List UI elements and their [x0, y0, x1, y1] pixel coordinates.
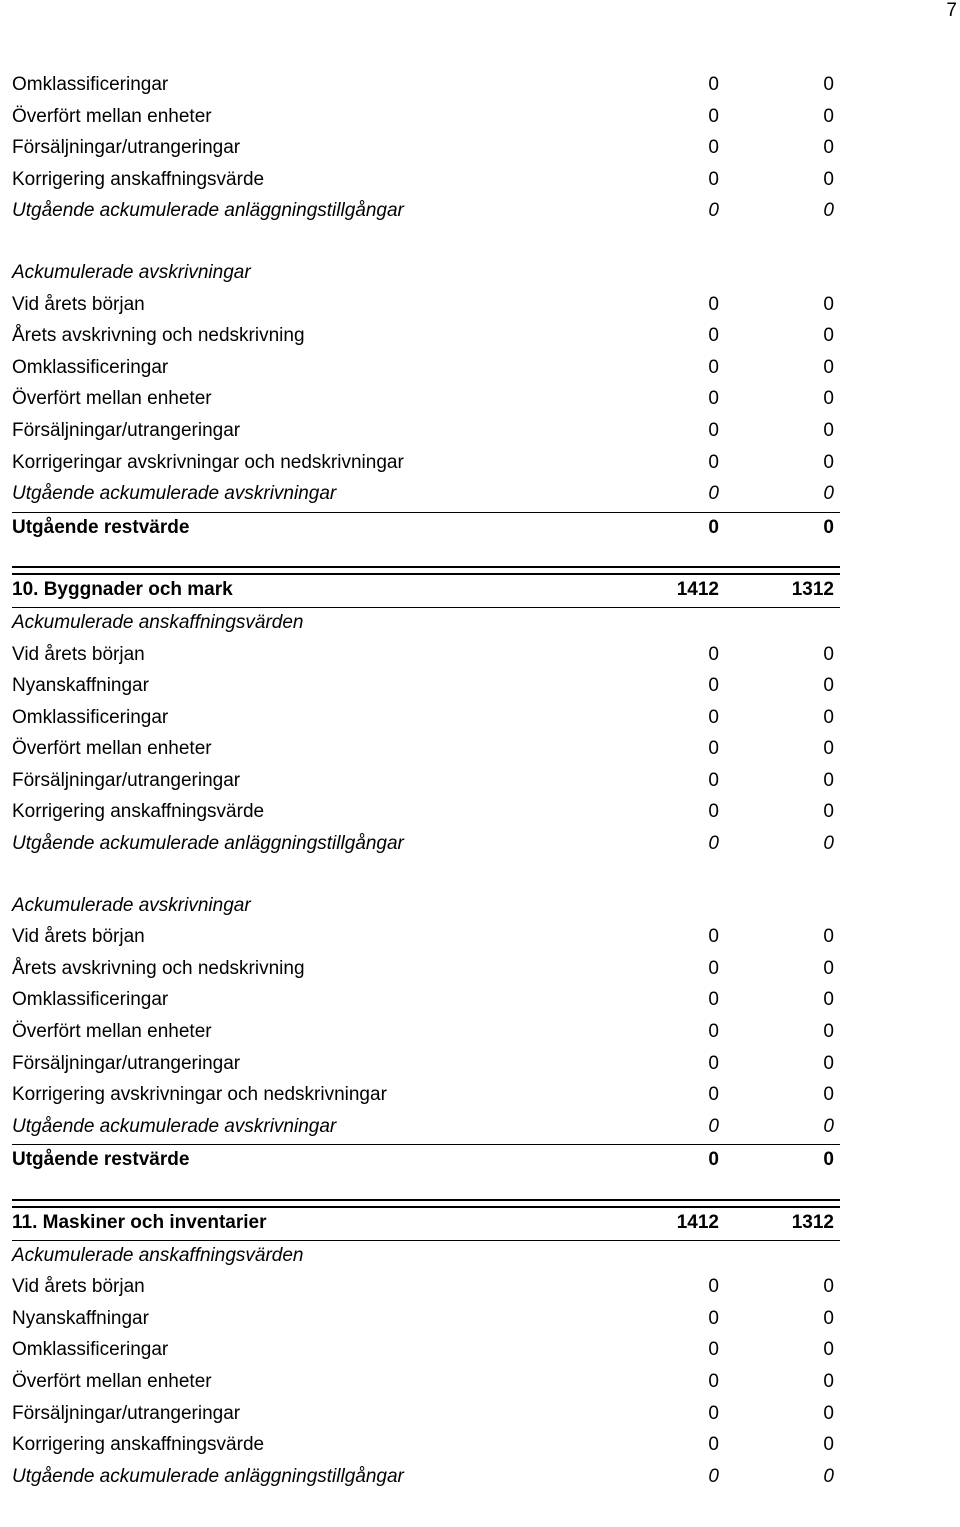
value-1412: 0	[708, 1276, 719, 1298]
value-1312: 0	[823, 926, 834, 948]
value-1312: 0	[823, 1465, 834, 1487]
value-1312: 0	[823, 675, 834, 697]
table-row	[12, 671, 840, 703]
section-title-label: Ackumulerade anskaffningsvärden	[12, 611, 304, 633]
row-label: Utgående ackumulerade anläggningstillgångar	[12, 1465, 404, 1487]
value-1312: 0	[823, 1434, 834, 1456]
value-1312: 0	[823, 105, 834, 127]
table-row	[12, 1367, 840, 1399]
value-1412: 0	[708, 643, 719, 665]
value-1312: 0	[823, 483, 834, 505]
row-label: Utgående restvärde	[12, 516, 190, 538]
table-row	[12, 1112, 840, 1144]
value-1412: 0	[708, 1434, 719, 1456]
table-row	[12, 1272, 840, 1304]
row-label: Årets avskrivning och nedskrivning	[12, 325, 305, 347]
value-1412: 0	[708, 738, 719, 760]
value-1412: 0	[708, 989, 719, 1011]
value-1412: 0	[708, 451, 719, 473]
table-row	[12, 1049, 840, 1081]
value-1412: 0	[708, 957, 719, 979]
table-row	[12, 353, 840, 385]
value-1412: 0	[708, 105, 719, 127]
value-1412: 0	[708, 1370, 719, 1392]
value-1412: 0	[708, 419, 719, 441]
value-1312: 0	[823, 833, 834, 855]
table-row	[12, 1462, 840, 1494]
table-row	[12, 1304, 840, 1336]
financial-notes	[12, 70, 840, 1493]
section-title	[12, 258, 840, 290]
value-1412: 0	[708, 801, 719, 823]
value-1312: 0	[823, 1021, 834, 1043]
block1b-rows	[12, 290, 840, 511]
note-10-header	[12, 575, 840, 608]
value-1412: 0	[708, 1084, 719, 1106]
table-row	[12, 1017, 840, 1049]
table-row	[12, 1399, 840, 1431]
value-1412: 0	[708, 675, 719, 697]
table-row	[12, 384, 840, 416]
section-title-label: Ackumulerade anskaffningsvärden	[12, 1244, 304, 1266]
row-label: Överfört mellan enheter	[12, 1021, 212, 1043]
value-1312: 0	[823, 1115, 834, 1137]
col-header-1: 1412	[676, 579, 719, 601]
note10-sub1-rows	[12, 640, 840, 861]
value-1312: 0	[823, 451, 834, 473]
row-label: Överfört mellan enheter	[12, 738, 212, 760]
col-header-1: 1412	[676, 1212, 719, 1233]
value-1312: 0	[823, 293, 834, 315]
col-header-2: 1312	[791, 1212, 834, 1233]
value-1312: 0	[823, 1402, 834, 1424]
value-1412: 0	[708, 516, 719, 538]
spacer	[12, 228, 840, 258]
row-label: Utgående ackumulerade avskrivningar	[12, 1115, 337, 1137]
row-label: Vid årets början	[12, 926, 145, 948]
row-label: Korrigering anskaffningsvärde	[12, 801, 265, 823]
table-row	[12, 985, 840, 1017]
row-label: Utgående ackumulerade anläggningstillgångar	[12, 833, 404, 855]
value-1412: 0	[708, 74, 719, 95]
value-1312: 0	[823, 957, 834, 979]
value-1312: 0	[823, 1370, 834, 1392]
value-1412: 0	[708, 1402, 719, 1424]
value-1312: 0	[823, 388, 834, 410]
page-number: 7	[946, 0, 957, 21]
row-label: Försäljningar/utrangeringar	[12, 1052, 241, 1074]
row-label: Korrigeringar avskrivningar och nedskrivningar	[12, 451, 404, 473]
value-1412: 0	[708, 168, 719, 190]
value-1312: 0	[823, 74, 834, 95]
table-row	[12, 479, 840, 511]
row-label: Överfört mellan enheter	[12, 105, 212, 127]
row-label: Årets avskrivning och nedskrivning	[12, 957, 305, 979]
value-1312: 0	[823, 1339, 834, 1361]
restvarde-row	[12, 1144, 840, 1177]
section-title-label: Ackumulerade avskrivningar	[12, 261, 251, 283]
section-title-label: Ackumulerade avskrivningar	[12, 894, 251, 916]
table-row	[12, 954, 840, 986]
value-1312: 0	[823, 325, 834, 347]
value-1312: 0	[823, 769, 834, 791]
row-label: Försäljningar/utrangeringar	[12, 769, 241, 791]
value-1412: 0	[708, 769, 719, 791]
table-row	[12, 416, 840, 448]
table-row	[12, 703, 840, 735]
row-label: Vid årets början	[12, 1276, 145, 1298]
value-1412: 0	[708, 137, 719, 159]
value-1312: 0	[823, 168, 834, 190]
row-label: Korrigering anskaffningsvärde	[12, 1434, 265, 1456]
table-row	[12, 290, 840, 322]
table-row	[12, 448, 840, 480]
row-label: Nyanskaffningar	[12, 675, 149, 697]
table-row	[12, 766, 840, 798]
spacer	[12, 861, 840, 891]
table-row	[12, 1335, 840, 1367]
table-row	[12, 797, 840, 829]
table-row	[12, 734, 840, 766]
value-1312: 0	[823, 200, 834, 222]
section-title	[12, 891, 840, 923]
table-row	[12, 1080, 840, 1112]
value-1412: 0	[708, 926, 719, 948]
value-1412: 0	[708, 483, 719, 505]
value-1412: 0	[708, 325, 719, 347]
value-1412: 0	[708, 356, 719, 378]
value-1312: 0	[823, 1084, 834, 1106]
row-label: Utgående ackumulerade anläggningstillgångar	[12, 200, 404, 222]
row-label: Försäljningar/utrangeringar	[12, 419, 241, 441]
value-1412: 0	[708, 1149, 719, 1171]
value-1312: 0	[823, 643, 834, 665]
table-row	[12, 70, 840, 102]
value-1412: 0	[708, 833, 719, 855]
value-1412: 0	[708, 293, 719, 315]
value-1312: 0	[823, 356, 834, 378]
spacer	[12, 1177, 840, 1189]
value-1312: 0	[823, 1307, 834, 1329]
restvarde-row	[12, 512, 840, 545]
value-1412: 0	[708, 388, 719, 410]
table-row	[12, 102, 840, 134]
value-1312: 0	[823, 706, 834, 728]
table-row	[12, 922, 840, 954]
value-1312: 0	[823, 419, 834, 441]
row-label: Korrigering anskaffningsvärde	[12, 168, 265, 190]
value-1312: 0	[823, 989, 834, 1011]
section-title	[12, 1241, 840, 1273]
value-1412: 0	[708, 200, 719, 222]
row-label: Försäljningar/utrangeringar	[12, 1402, 241, 1424]
row-label: Omklassificeringar	[12, 356, 169, 378]
row-label: Korrigering avskrivningar och nedskrivningar	[12, 1084, 387, 1106]
table-row	[12, 640, 840, 672]
note-11-header	[12, 1208, 840, 1241]
value-1412: 0	[708, 1339, 719, 1361]
table-row	[12, 165, 840, 197]
row-label: Överfört mellan enheter	[12, 388, 212, 410]
note10-sub2-rows	[12, 922, 840, 1143]
value-1312: 0	[823, 516, 834, 538]
value-1312: 0	[823, 1149, 834, 1171]
row-label: Vid årets början	[12, 643, 145, 665]
spacer	[12, 544, 840, 556]
value-1312: 0	[823, 801, 834, 823]
value-1412: 0	[708, 1307, 719, 1329]
note11-sub1-rows	[12, 1272, 840, 1493]
row-label: Försäljningar/utrangeringar	[12, 137, 241, 159]
table-row	[12, 321, 840, 353]
col-header-2: 1312	[791, 579, 834, 601]
double-rule	[12, 566, 840, 575]
value-1412: 0	[708, 706, 719, 728]
value-1312: 0	[823, 137, 834, 159]
double-rule	[12, 1199, 840, 1208]
value-1412: 0	[708, 1115, 719, 1137]
row-label: Nyanskaffningar	[12, 1307, 149, 1329]
value-1412: 0	[708, 1021, 719, 1043]
row-label: Omklassificeringar	[12, 989, 169, 1011]
row-label: Omklassificeringar	[12, 1339, 169, 1361]
value-1412: 0	[708, 1465, 719, 1487]
row-label: Överfört mellan enheter	[12, 1370, 212, 1392]
block1-rows	[12, 70, 840, 228]
note-title: 11. Maskiner och inventarier	[12, 1212, 267, 1233]
row-label: Vid årets början	[12, 293, 145, 315]
table-row	[12, 1430, 840, 1462]
value-1312: 0	[823, 738, 834, 760]
row-label: Omklassificeringar	[12, 706, 169, 728]
value-1312: 0	[823, 1052, 834, 1074]
section-title	[12, 608, 840, 640]
row-label: Omklassificeringar	[12, 74, 169, 95]
table-row	[12, 133, 840, 165]
table-row	[12, 196, 840, 228]
value-1312: 0	[823, 1276, 834, 1298]
row-label: Utgående ackumulerade avskrivningar	[12, 483, 337, 505]
note-title: 10. Byggnader och mark	[12, 579, 233, 601]
row-label: Utgående restvärde	[12, 1149, 190, 1171]
table-row	[12, 829, 840, 861]
value-1412: 0	[708, 1052, 719, 1074]
